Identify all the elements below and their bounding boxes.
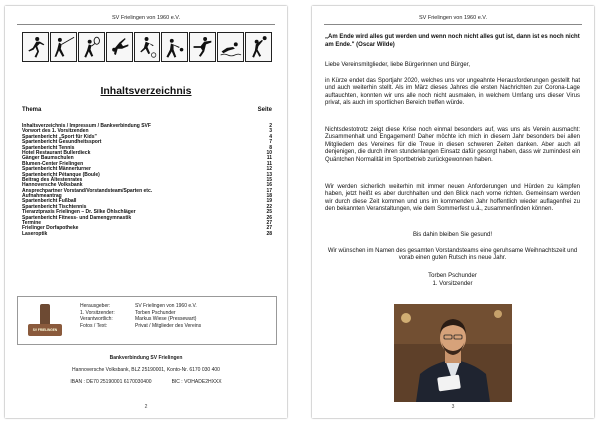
logo-text: SV FRIELINGEN — [32, 328, 58, 332]
impressum-key: Verantwortlich: — [80, 316, 113, 322]
toc-row-page: 28 — [266, 230, 272, 237]
signer-name: Torben Pschunder — [428, 273, 477, 279]
toc-row-page: 11 — [266, 155, 272, 162]
toc-row-page: 27 — [266, 220, 272, 227]
greeting: Liebe Vereinsmitglieder, liebe Bürgerinnen und Bürger, — [325, 62, 471, 68]
toc-row-page: 12 — [266, 166, 272, 173]
toc-col-page: Seite — [257, 107, 272, 113]
toc-row-label: Aufnahmeantrag — [22, 193, 62, 200]
bank-title: Bankverbindung SV Frielingen — [109, 355, 183, 361]
toc-row-page: 16 — [266, 182, 272, 189]
tennis-icon — [78, 32, 105, 62]
toc-row-label: Tierarztpraxis Frielingen – Dr. Silke Öhlschläger — [22, 209, 136, 216]
toc-row-label: Ansprechpartner Vorstand/Vorstandsteam/Sparten etc. — [22, 187, 153, 194]
paragraph-1: in Kürze endet das Sportjahr 2020, welches uns vor ungeahnte Herausforderungen gestellt hat und auch weiterhin stellt. Als im März dieses Jahres die ersten Nachrichten zur Corona-Lage auftauchten, konnten wir uns alle noch nicht ausmalen, in welchem Umfang uns dieser Virus privat, als auch im sportlichen Bereich treffen würde. — [325, 78, 580, 107]
impressum-key: Fotos / Text: — [80, 322, 108, 329]
toc-row-label: Spartenbericht Fußball — [22, 198, 77, 205]
toc-row-page: 25 — [266, 209, 272, 216]
toc-row-label: Vorwort des 1. Vorsitzenden — [22, 128, 89, 135]
impressum-value: Privat / Mitglieder des Vereins — [135, 322, 202, 329]
impressum-key: 1. Vorsitzender: — [80, 309, 115, 316]
fencer-icon — [50, 32, 77, 62]
toc-row-page: 10 — [266, 149, 272, 156]
toc-row-label: Frielinger Dorfapotheke — [22, 225, 79, 232]
impressum-box — [17, 296, 277, 345]
bic: BIC : VOHADE2HXXX — [171, 379, 222, 385]
toc-row-page: 22 — [266, 203, 272, 210]
toc-row-label: Beitrag des Ältestenrates — [22, 176, 83, 183]
paragraph-3: Wir werden sicherlich weiterhin mit immer neuen Anforderungen und Hürden zu kämpfen haben, jetzt heißt es aber durchhalten und den Blick nach vorne richten. Gemeinsam werden wir durch diese Zeit kommen und uns im kommenden Jahr hoffentlich wieder auflagenfrei zu den bekannten Veranstaltungen, wie dem Sommerfest u.ä., zusammenfinden können. — [325, 184, 580, 213]
toc-row-label: Spartenbericht Fitness- und Damengymnastik — [22, 214, 132, 221]
toc-row-label: Spartenbericht Gesundheitssport — [22, 139, 102, 146]
impressum-value: SV Frielingen von 1960 e.V. — [135, 303, 197, 309]
toc-row-label: Spartenbericht „Sport für Kids" — [22, 133, 97, 140]
toc-row-label: Blumen-Center Frielingen — [22, 160, 84, 167]
toc-row-label: Gänger Baumschulen — [22, 155, 74, 162]
hurdler-icon — [189, 32, 216, 62]
toc-row-page: 11 — [266, 160, 272, 167]
toc-row-label: Spartenbericht Männerturner — [22, 166, 91, 173]
impressum-key: Herausgeber: — [80, 303, 111, 309]
page-header: SV Frielingen von 1960 e.V. — [324, 14, 582, 25]
toc-col-topic: Thema — [22, 107, 42, 113]
football-icon — [134, 32, 161, 62]
toc-row-label: Spartenbericht Tennis — [22, 144, 75, 151]
left-page — [5, 6, 287, 418]
toc-row-label: Laseroptik — [22, 230, 48, 237]
impressum-value: Markus Wiese (Pressewart) — [135, 316, 197, 322]
impressum-list — [80, 303, 255, 329]
toc-row-label: Termine — [22, 220, 42, 227]
toc-row-page: 13 — [266, 171, 272, 178]
chairman-photo — [394, 304, 512, 402]
toc-row-page: 3 — [269, 128, 272, 135]
toc-row-page: 19 — [266, 198, 272, 205]
toc-row-page: 17 — [266, 187, 272, 194]
club-logo — [24, 302, 66, 340]
bank-line: Hannoversche Volksbank, BLZ 25190001, Konto-Nr. 6170 030 400 — [72, 367, 220, 373]
impressum-value: Torben Pschunder — [135, 309, 176, 316]
iban-bic-row — [17, 379, 275, 385]
toc-row-label: Spartenbericht Tischtennis — [22, 203, 87, 210]
toc-row-page: 2 — [269, 123, 272, 129]
paragraph-2: Nichtsdestotrotz zeigt diese Krise noch einmal besonders auf, was uns als Verein ausmacht: Zusammenhalt und Engagement! Daher möchte ich mich in diesem Jahr besonders bei allen Mitgliedern des Vereines für die Treue in diesen schweren Zeiten danken. Aber auch all denjenigen, die durch ihren stundenlangen Einsatz dafür gesorgt haben, dass wir zumindest ein Quäntchen Normalität im Sportbetrieb zurückgewonnen haben. — [325, 127, 580, 163]
toc-row-page: 7 — [269, 139, 272, 146]
quote: „Am Ende wird alles gut werden und wenn noch nicht alles gut ist, dann ist es noch nicht am Ende." (Oscar Wilde) — [325, 34, 580, 48]
iban: IBAN : DE70 25190001 6170030400 — [70, 379, 152, 385]
ball-thrower-icon — [245, 32, 272, 62]
toc-row-page: 15 — [266, 176, 272, 183]
toc-row-label: Spartenbericht Pétanque (Boule) — [22, 171, 100, 178]
toc-row-page: 27 — [266, 225, 272, 232]
page-number: 2 — [144, 404, 148, 410]
page-header: SV Frielingen von 1960 e.V. — [17, 14, 275, 25]
signer-role: 1. Vorsitzender — [432, 281, 473, 287]
toc-row-label: Hannoversche Volksbank — [22, 182, 83, 189]
right-page — [312, 6, 594, 418]
toc-list — [22, 124, 272, 237]
runner-icon — [22, 32, 49, 62]
toc-row-label: Hotel Restaurant Bullerdieck — [22, 149, 91, 156]
bank-details — [17, 355, 275, 385]
toc-header — [22, 107, 272, 113]
wishes: Wir wünschen im Namen des gesamten Vorstandsteams eine geruhsame Weihnachtszeit und vorab einen guten Rutsch ins neue Jahr. — [327, 248, 578, 262]
toc-row-page: 18 — [266, 193, 272, 200]
gymnast-icon — [106, 32, 133, 62]
toc-row-page: 8 — [269, 144, 272, 151]
toc-row-page: 26 — [266, 214, 272, 221]
sport-icons-strip — [22, 32, 272, 62]
toc-row-label: Inhaltsverzeichnis / Impressum / Bankverbindung SVF — [22, 123, 151, 129]
swimmer-icon — [217, 32, 244, 62]
toc-title: Inhaltsverzeichnis — [100, 85, 192, 97]
boule-icon — [161, 32, 188, 62]
closing-line: Bis dahin bleiben Sie gesund! — [412, 232, 493, 238]
toc-row-page: 4 — [269, 133, 272, 140]
page-number: 3 — [451, 404, 455, 410]
toc-row — [22, 232, 272, 237]
